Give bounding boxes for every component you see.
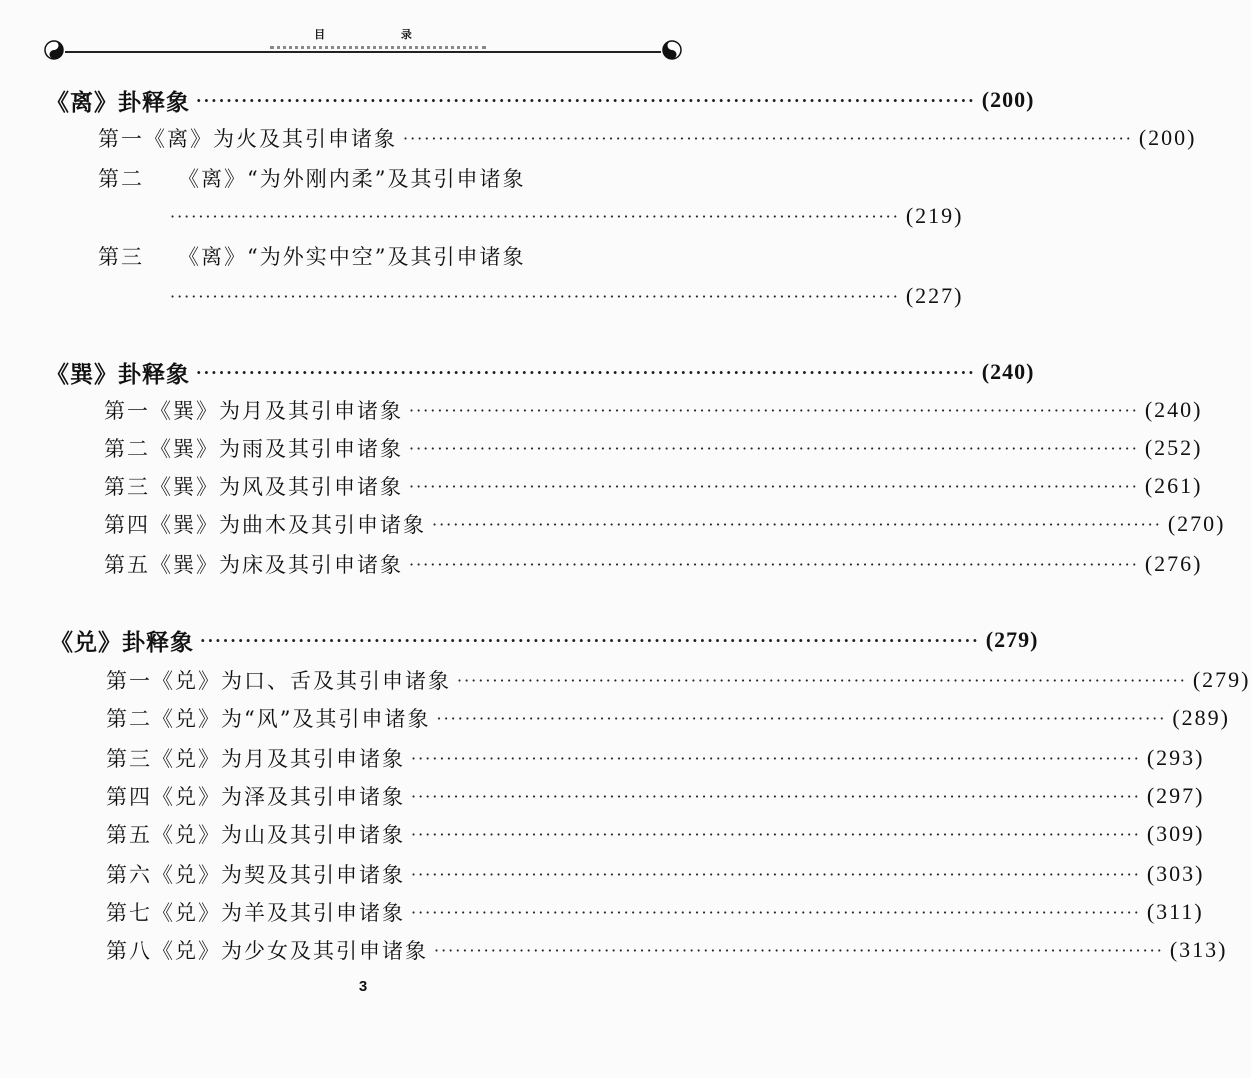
entry-number: 第三 [106,747,152,771]
entry-title: 《兑》为“风”及其引申诸象 [152,707,431,731]
entry-title: 《兑》为羊及其引申诸象 [152,901,405,925]
entry-number: 第一 [104,399,150,423]
leader-dots: ······································································································· [196,90,976,110]
toc-entry [106,892,1204,932]
toc-entry [106,930,1228,970]
entry-number: 第四 [104,513,150,537]
section-page: (240) [981,359,1035,384]
entry-title: 《兑》为契及其引申诸象 [152,863,405,887]
entry-page: (303) [1146,861,1205,886]
page-number: 3 [358,978,368,995]
leader-dots: ······································································································· [196,362,976,382]
entry-title: 《巽》为月及其引申诸象 [150,399,403,423]
leader-dots: ······································································································· [170,206,900,226]
toc-entry [104,428,1203,468]
section-title: 《离》卦释象 [46,88,190,116]
section-title: 《兑》卦释象 [50,628,194,656]
entry-number: 第五 [106,823,152,847]
leader-dots: ······································································································· [434,940,1164,960]
section-page: (200) [981,87,1035,112]
toc-entry [106,854,1205,894]
entry-number: 第二 [98,167,144,191]
header-title: 目 录 [314,28,448,41]
entry-page: (227) [905,283,964,308]
header-ornament [270,46,486,49]
toc-entry [98,236,642,276]
entry-page: (200) [1138,125,1197,150]
yin-yang-icon [662,40,682,60]
leader-dots: ······································································································· [411,786,1141,806]
toc-entry [98,158,642,198]
leader-dots: ······································································································· [409,400,1139,420]
entry-page: (219) [905,203,964,228]
entry-page: (276) [1144,551,1203,576]
toc-section-title [50,620,1039,660]
toc-entry [104,466,1203,506]
entry-title: 《兑》为少女及其引申诸象 [152,939,428,963]
entry-number: 第三 [98,245,144,269]
toc-entry [106,776,1205,816]
toc-entry [106,814,1205,854]
entry-title: 《离》“为外刚内柔”及其引申诸象 [178,167,526,191]
leader-dots: ······································································································· [409,438,1139,458]
entry-page: (261) [1144,473,1203,498]
leader-dots: ······································································································· [170,286,900,306]
entry-page: (313) [1169,937,1228,962]
toc-entry-continuation [170,196,964,236]
entry-page: (297) [1146,783,1205,808]
entry-title: 《巽》为曲木及其引申诸象 [150,513,426,537]
entry-number: 第一 [106,669,152,693]
page-header [40,24,686,74]
toc-entry [104,390,1203,430]
leader-dots: ······································································································· [432,514,1162,534]
leader-dots: ······································································································· [409,554,1139,574]
toc-entry [106,698,1230,738]
entry-page: (252) [1144,435,1203,460]
entry-page: (270) [1167,511,1226,536]
entry-number: 第六 [106,863,152,887]
entry-title: 《巽》为风及其引申诸象 [150,475,403,499]
entry-title: 《兑》为口、舌及其引申诸象 [152,669,451,693]
header-rule [65,51,661,53]
toc-entry [106,660,1251,700]
entry-page: (289) [1172,705,1230,730]
section-title: 《巽》卦释象 [46,360,190,388]
toc-entry [104,504,1226,544]
toc-entry-continuation [170,276,964,316]
entry-title: 《兑》为泽及其引申诸象 [152,785,405,809]
leader-dots: ······································································································· [411,824,1141,844]
toc-section-title [46,80,1035,120]
leader-dots: ······································································································· [411,902,1141,922]
entry-title: 《兑》为月及其引申诸象 [152,747,405,771]
entry-page: (309) [1146,821,1205,846]
entry-number: 第二 [106,707,152,731]
toc-entry [104,544,1203,584]
entry-number: 第二 [104,437,150,461]
section-page: (279) [985,627,1039,652]
leader-dots: ······································································································· [411,748,1141,768]
entry-page: (293) [1146,745,1205,770]
entry-number: 第四 [106,785,152,809]
entry-page: (311) [1146,899,1204,924]
toc-entry [98,118,1197,158]
leader-dots: ······································································································· [403,128,1133,148]
entry-title: 《离》“为外实中空”及其引申诸象 [178,245,526,269]
leader-dots: ······································································································· [436,708,1167,728]
entry-page: (240) [1144,397,1203,422]
toc-entry [106,738,1205,778]
leader-dots: ······································································································· [457,670,1187,690]
entry-number: 第七 [106,901,152,925]
entry-title: 《兑》为山及其引申诸象 [152,823,405,847]
entry-title: 《离》为火及其引申诸象 [144,127,397,151]
entry-page: (279) [1192,667,1251,692]
yin-yang-icon [44,40,64,60]
entry-number: 第五 [104,553,150,577]
leader-dots: ······································································································· [409,476,1139,496]
entry-title: 《巽》为雨及其引申诸象 [150,437,403,461]
toc-section-title [46,352,1035,392]
leader-dots: ······································································································· [411,864,1141,884]
entry-number: 第一 [98,127,144,151]
entry-number: 第八 [106,939,152,963]
entry-title: 《巽》为床及其引申诸象 [150,553,403,577]
entry-number: 第三 [104,475,150,499]
leader-dots: ······································································································· [200,630,980,650]
